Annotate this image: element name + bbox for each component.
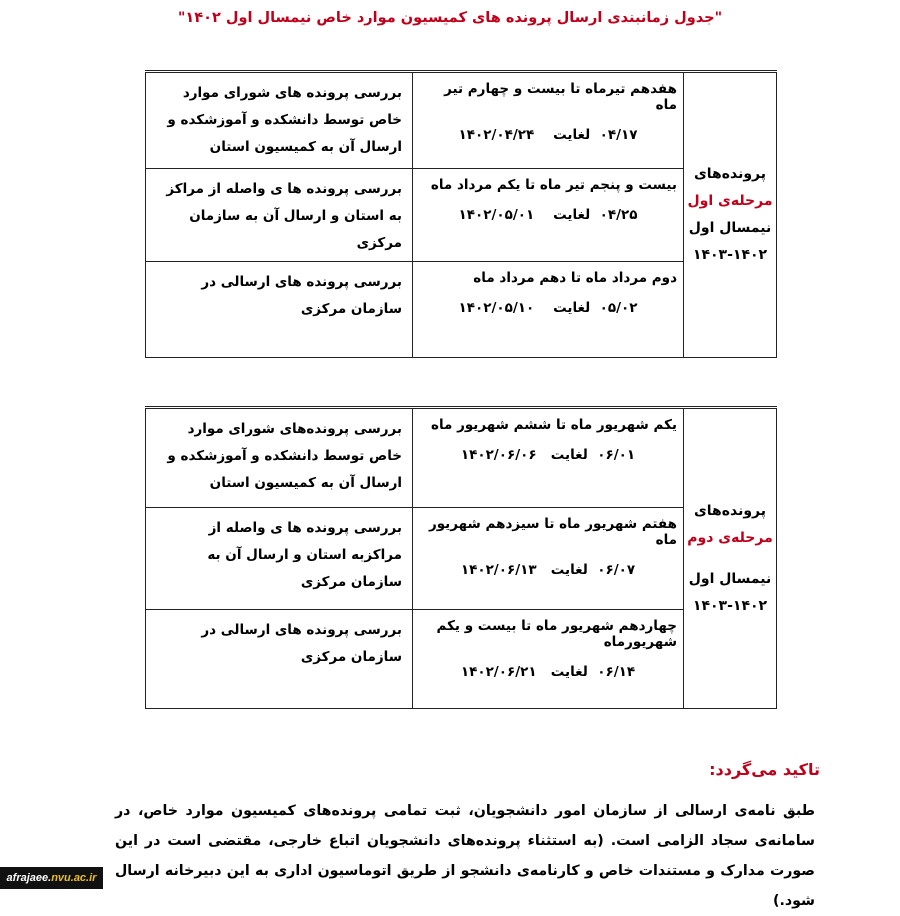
table-row — [146, 610, 777, 709]
table-row — [146, 262, 777, 358]
period-text: یکم شهریور ماه تا ششم شهریور ماه — [430, 417, 677, 433]
period-cell — [413, 408, 684, 508]
date-until: لغایت — [550, 447, 588, 463]
date-to: ۱۴۰۲/۰۶/۱۳ — [460, 562, 537, 578]
date-to: ۱۴۰۲/۰۵/۰۱ — [458, 207, 535, 223]
phase-label: پرونده‌های — [693, 502, 767, 519]
phase-stage: مرحله‌ی اول — [687, 193, 773, 209]
date-until: لغایت — [553, 207, 591, 223]
date-to: ۱۴۰۲/۰۶/۰۶ — [460, 447, 537, 463]
task-cell: بررسی پرونده‌های شورای موارد خاص توسط دانشکده و آموزشکده و ارسال آن به کمیسیون استان — [146, 408, 413, 508]
date-range — [419, 207, 677, 223]
date-range — [419, 562, 677, 578]
date-from: ۰۶/۱۴ — [597, 664, 636, 680]
phase-label: پرونده‌های — [693, 166, 767, 182]
period-text: هفدهم تیرماه تا بیست و چهارم تیر ماه — [444, 81, 677, 113]
watermark-text-part2: nvu.ac.ir — [51, 872, 97, 884]
date-until: لغایت — [550, 562, 588, 578]
phase-stage: مرحله‌ی دوم — [687, 529, 773, 546]
task-cell: بررسی پرونده ها ی واصله از مراکزبه استان و ارسال آن به سازمان مرکزی — [146, 508, 413, 610]
date-range — [419, 300, 677, 316]
task-cell: بررسی پرونده های ارسالی در سازمان مرکزی — [146, 610, 413, 709]
period-text: هفتم شهریور ماه تا سیزدهم شهریور ماه — [428, 516, 677, 548]
table-row — [146, 72, 777, 169]
period-cell — [413, 610, 684, 709]
site-watermark — [0, 867, 103, 889]
period-text: چهاردهم شهریور ماه تا بیست و یکم شهریورماه — [436, 618, 677, 650]
date-from: ۰۶/۰۱ — [597, 447, 636, 463]
date-range — [419, 664, 677, 680]
date-from: ۰۴/۱۷ — [599, 127, 638, 143]
date-to: ۱۴۰۲/۰۶/۲۱ — [460, 664, 537, 680]
date-until: لغایت — [553, 127, 591, 143]
phase-year: ۱۴۰۳-۱۴۰۲ — [692, 247, 768, 263]
date-from: ۰۵/۰۲ — [599, 300, 638, 316]
date-range — [419, 447, 677, 463]
task-cell: بررسی پرونده های ارسالی در سازمان مرکزی — [146, 262, 413, 358]
date-range — [419, 127, 677, 143]
date-until: لغایت — [553, 300, 591, 316]
phase-semester: نیمسال اول — [688, 570, 772, 587]
task-cell: بررسی پرونده ها ی واصله از مراکز به استان و ارسال آن به سازمان مرکزی — [146, 169, 413, 262]
phase-cell — [684, 72, 777, 358]
period-text: بیست و پنجم تیر ماه تا یکم مرداد ماه — [430, 177, 677, 193]
note-heading: تاکید می‌گردد: — [709, 760, 820, 779]
phase-year: ۱۴۰۳-۱۴۰۲ — [692, 597, 768, 614]
period-cell — [413, 169, 684, 262]
task-cell: بررسی پرونده های شورای موارد خاص توسط دانشکده و آموزشکده و ارسال آن به کمیسیون استان — [146, 72, 413, 169]
period-text: دوم مرداد ماه تا دهم مرداد ماه — [473, 270, 677, 286]
date-to: ۱۴۰۲/۰۴/۲۴ — [458, 127, 535, 143]
page-title: "جدول زمانبندی ارسال پرونده های کمیسیون موارد خاص نیمسال اول ۱۴۰۲" — [177, 10, 723, 26]
date-from: ۰۴/۲۵ — [599, 207, 638, 223]
date-from: ۰۶/۰۷ — [597, 562, 636, 578]
table-row — [146, 408, 777, 508]
phase-semester: نیمسال اول — [688, 220, 772, 236]
period-cell — [413, 262, 684, 358]
note-body: طبق نامه‌ی ارسالی از سازمان امور دانشجویان، ثبت تمامی پرونده‌های کمیسیون موارد خاص، در سامانه‌ی سجاد الزامی است. (به استثناء پرونده‌های دانشجویان اتباع خارجی، مقتضی است در این صورت مدارک و مستندات خاص و کارنامه‌ی دانشجو از طریق اتوماسیون اداری به این دبیرخانه ارسال شود.) — [115, 803, 815, 909]
table-row — [146, 508, 777, 610]
table-row — [146, 169, 777, 262]
schedule-table-phase-2 — [145, 406, 777, 709]
period-cell — [413, 72, 684, 169]
schedule-table-phase-1 — [145, 70, 777, 358]
period-cell — [413, 508, 684, 610]
date-until: لغایت — [550, 664, 588, 680]
date-to: ۱۴۰۲/۰۵/۱۰ — [458, 300, 535, 316]
watermark-text-part1: afrajaee. — [6, 872, 52, 884]
phase-cell — [684, 408, 777, 709]
